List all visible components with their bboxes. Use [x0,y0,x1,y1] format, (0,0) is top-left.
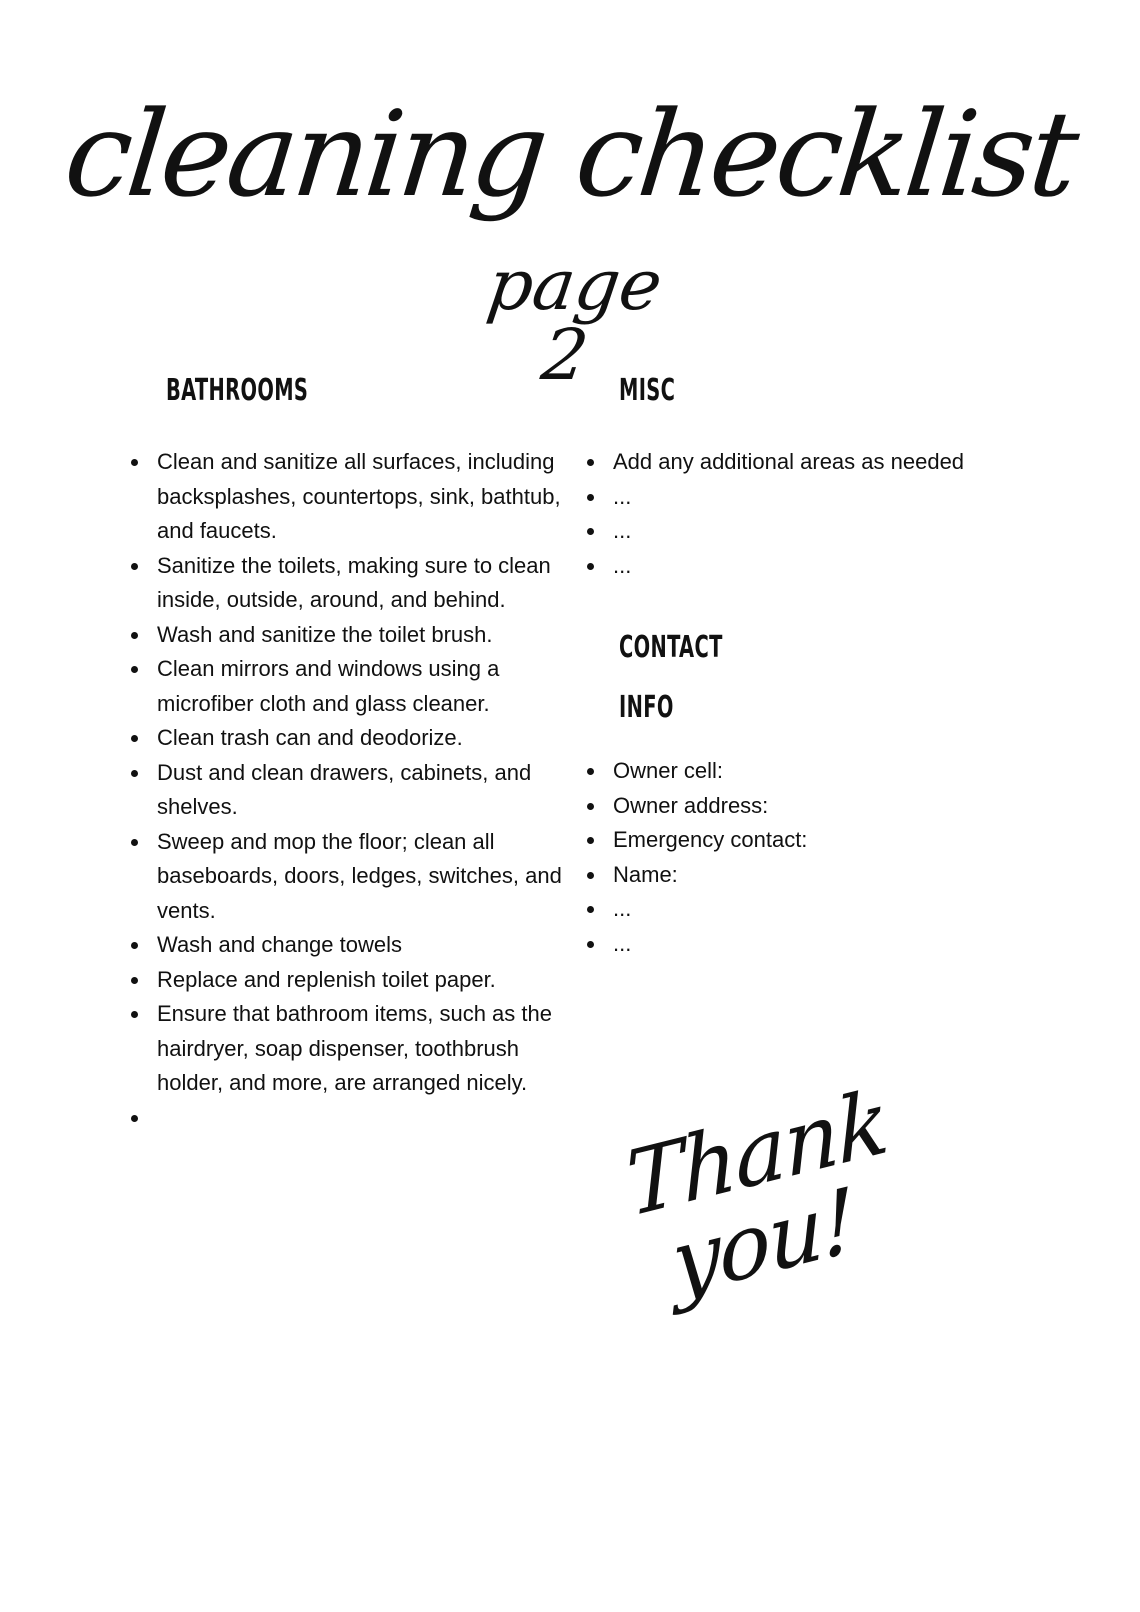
list-item: Sweep and mop the floor; clean all baseboards, doors, ledges, switches, and vents. [131,825,571,929]
thank-you-signature [590,1068,930,1317]
list-item: ... [587,549,1027,584]
list-item-empty [131,1101,571,1136]
bathrooms-heading: BATHROOMS [166,373,309,408]
list-item: Clean trash can and deodorize. [131,721,571,756]
list-item: ... [587,927,1027,962]
list-item: ... [587,892,1027,927]
list-item: Add any additional areas as needed [587,445,1027,480]
list-item: Owner cell: [587,754,1027,789]
misc-list [587,445,1027,583]
list-item: Wash and change towels [131,928,571,963]
list-item: Dust and clean drawers, cabinets, and shelves. [131,756,571,825]
list-item: ... [587,514,1027,549]
list-item: Owner address: [587,789,1027,824]
contact-heading-line2: INFO [619,690,674,725]
list-item: Clean mirrors and windows using a microfiber cloth and glass cleaner. [131,652,571,721]
page-title: cleaning checklist [58,85,1082,223]
list-item: Clean and sanitize all surfaces, including backsplashes, countertops, sink, bathtub, and faucets. [131,445,571,549]
thank-you-text: Thank you! [623,1068,891,1317]
list-item: Wash and sanitize the toilet brush. [131,618,571,653]
list-item: Sanitize the toilets, making sure to clean inside, outside, around, and behind. [131,549,571,618]
list-item: Replace and replenish toilet paper. [131,963,571,998]
page-subtitle: page 2 [482,244,668,396]
bathrooms-list [131,445,571,1135]
contact-heading [619,617,723,739]
contact-heading-line1: CONTACT [619,630,723,665]
list-item: Name: [587,858,1027,893]
list-item: Emergency contact: [587,823,1027,858]
list-item: ... [587,480,1027,515]
list-item: Ensure that bathroom items, such as the hairdryer, soap dispenser, toothbrush holder, and more, are arranged nicely. [131,997,571,1101]
misc-heading: MISC [619,373,676,408]
contact-list [587,754,1027,961]
